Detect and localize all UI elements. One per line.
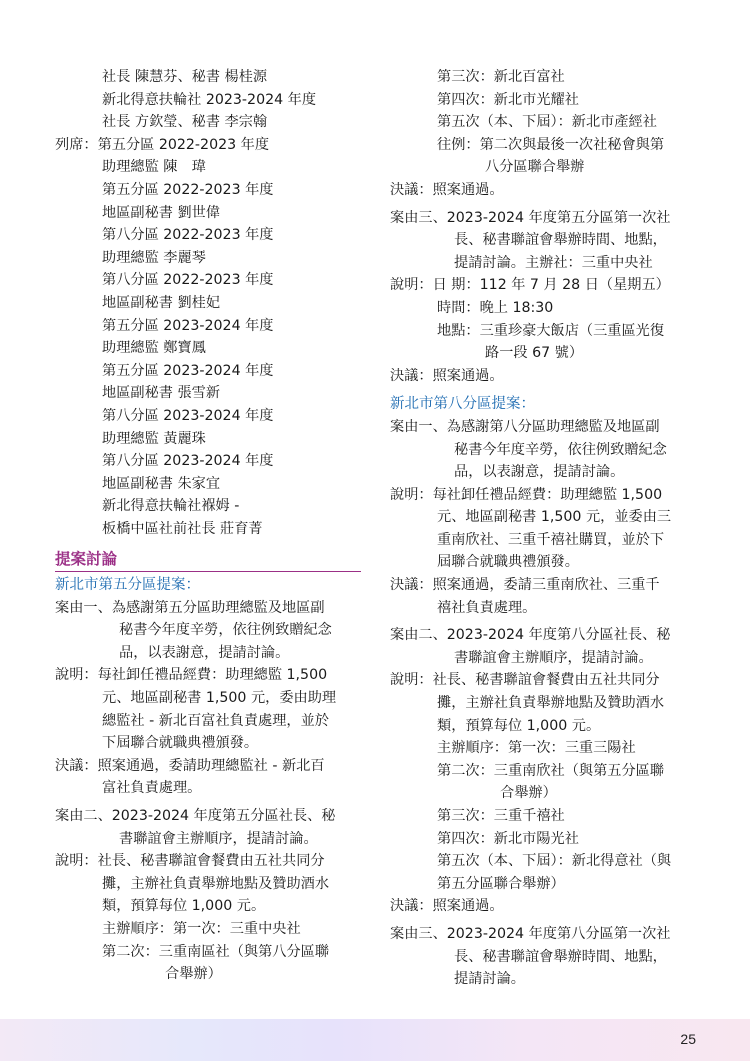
section-heading: 提案討論: [55, 548, 361, 572]
text-line: 主辦順序：第一次：三重三陽社: [437, 740, 636, 757]
text-line: 地區副秘書 朱家宜: [102, 475, 221, 492]
text-line: 元、地區副秘書 1,500 元，並委由三: [437, 509, 672, 526]
text-line: 案由一、為感謝第五分區助理總監及地區副: [55, 599, 325, 616]
text-line: 富社負責處理。: [102, 780, 202, 797]
text-line: 總監社 - 新北百富社負責處理，並於: [102, 712, 329, 729]
text-line: 地區副秘書 劉世偉: [102, 204, 221, 221]
subsection-heading: 新北市第五分區提案：: [55, 577, 200, 594]
text-line: 第四次：新北市光耀社: [437, 91, 579, 108]
text-line: 合舉辦）: [500, 785, 557, 802]
footer-band: [0, 1019, 750, 1061]
text-line: 案由三、2023-2024 年度第五分區第一次社: [390, 209, 671, 226]
left-column: [55, 66, 365, 986]
text-line: 往例：第二次與最後一次社秘會與第: [437, 136, 665, 153]
text-line: 新北得意扶輪社褓姆 -: [102, 498, 240, 515]
text-line: 第三次：新北百富社: [437, 69, 565, 85]
text-line: 第五次（本、下屆）：新北市產經社: [437, 114, 657, 131]
text-line: 決議：照案通過，委請三重南欣社、三重千: [390, 577, 660, 594]
text-line: 類，預算每位 1,000 元。: [102, 898, 266, 915]
text-line: 八分區聯合舉辦: [485, 159, 585, 176]
text-line: 第三次：三重千禧社: [437, 808, 565, 824]
text-line: 時間：晚上 18:30: [437, 299, 554, 316]
text-line: 新北得意扶輪社 2023-2024 年度: [102, 91, 317, 108]
text-line: 書聯誼會主辦順序，提請討論。: [119, 830, 318, 847]
right-column: [390, 66, 700, 991]
text-line: 第二次：三重南欣社（與第五分區聯: [437, 762, 665, 779]
text-line: 第四次：新北市陽光社: [437, 830, 579, 847]
text-line: 說明：社長、秘書聯誼會餐費由五社共同分: [390, 672, 660, 689]
text-line: 決議：照案通過。: [390, 367, 504, 384]
text-line: 品，以表謝意，提請討論。: [119, 644, 290, 661]
text-line: 第二次：三重南區社（與第八分區聯: [102, 943, 330, 960]
text-line: 地區副秘書 劉桂妃: [102, 294, 221, 311]
text-line: 合舉辦）: [165, 966, 222, 983]
text-line: 第八分區 2023-2024 年度: [102, 453, 274, 470]
text-line: 助理總監 陳 瑋: [102, 159, 206, 176]
text-line: 下屆聯合就職典禮頒發。: [102, 735, 259, 752]
text-line: 長、秘書聯誼會舉辦時間、地點，: [454, 232, 667, 249]
page-number: 25: [680, 1031, 696, 1047]
text-line: 主辦順序：第一次：三重中央社: [102, 920, 301, 937]
text-line: 社長 方欽瑩、秘書 李宗翰: [102, 114, 268, 131]
text-line: 提請討論。: [454, 971, 525, 988]
text-line: 路一段 67 號）: [485, 345, 584, 362]
text-line: 重南欣社、三重千禧社購買，並於下: [437, 531, 665, 548]
text-line: 助理總監 鄭寶鳳: [102, 340, 206, 357]
text-line: 案由三、2023-2024 年度第八分區第一次社: [390, 925, 671, 942]
text-line: 決議：照案通過，委請助理總監社 - 新北百: [55, 757, 325, 774]
text-line: 第八分區 2023-2024 年度: [102, 407, 274, 424]
text-line: 第八分區 2022-2023 年度: [102, 227, 274, 244]
text-line: 案由二、2023-2024 年度第八分區社長、秘: [390, 627, 671, 644]
text-line: 社長 陳慧芬、秘書 楊桂源: [102, 69, 268, 85]
text-line: 品，以表謝意，提請討論。: [454, 464, 625, 481]
text-line: 書聯誼會主辦順序，提請討論。: [454, 649, 653, 666]
text-line: 秘書今年度辛勞，依往例致贈紀念: [119, 622, 332, 639]
text-line: 第五分區 2023-2024 年度: [102, 362, 274, 379]
subsection-heading: 新北市第八分區提案：: [390, 396, 535, 413]
text-line: 提請討論。主辦社：三重中央社: [454, 254, 653, 271]
text-line: 列席：第五分區 2022-2023 年度: [55, 136, 270, 153]
text-line: 地點：三重珍豪大飯店（三重區光復: [437, 322, 665, 339]
text-line: 秘書今年度辛勞，依往例致贈紀念: [454, 441, 667, 458]
text-line: 第五分區 2022-2023 年度: [102, 181, 274, 198]
text-line: 長、秘書聯誼會舉辦時間、地點，: [454, 948, 667, 965]
text-line: 助理總監 黃麗珠: [102, 430, 206, 447]
text-line: 決議：照案通過。: [390, 181, 504, 198]
text-line: 攤，主辦社負責舉辦地點及贊助酒水: [437, 695, 665, 712]
text-line: 說明：每社卸任禮品經費：助理總監 1,500: [390, 486, 663, 503]
text-line: 元、地區副秘書 1,500 元，委由助理: [102, 690, 337, 707]
text-line: 攤，主辦社負責舉辦地點及贊助酒水: [102, 875, 330, 892]
text-line: 說明：每社卸任禮品經費：助理總監 1,500: [55, 667, 328, 684]
text-line: 類，預算每位 1,000 元。: [437, 717, 601, 734]
text-line: 第五次（本、下屆）：新北得意社（與: [437, 853, 672, 870]
text-line: 第八分區 2022-2023 年度: [102, 272, 274, 289]
text-line: 決議：照案通過。: [390, 898, 504, 915]
text-line: 禧社負責處理。: [437, 599, 537, 616]
text-line: 助理總監 李麗琴: [102, 249, 206, 266]
text-line: 板橋中區社前社長 莊育菁: [102, 520, 263, 537]
text-line: 第五分區聯合舉辦）: [437, 875, 565, 892]
text-line: 屆聯合就職典禮頒發。: [437, 554, 579, 571]
text-line: 地區副秘書 張雪新: [102, 385, 221, 402]
text-line: 案由一、為感謝第八分區助理總監及地區副: [390, 418, 660, 435]
text-line: 說明：日 期：112 年 7 月 28 日（星期五）: [390, 277, 670, 294]
text-line: 案由二、2023-2024 年度第五分區社長、秘: [55, 808, 336, 824]
text-line: 第五分區 2023-2024 年度: [102, 317, 274, 334]
text-line: 說明：社長、秘書聯誼會餐費由五社共同分: [55, 853, 325, 870]
